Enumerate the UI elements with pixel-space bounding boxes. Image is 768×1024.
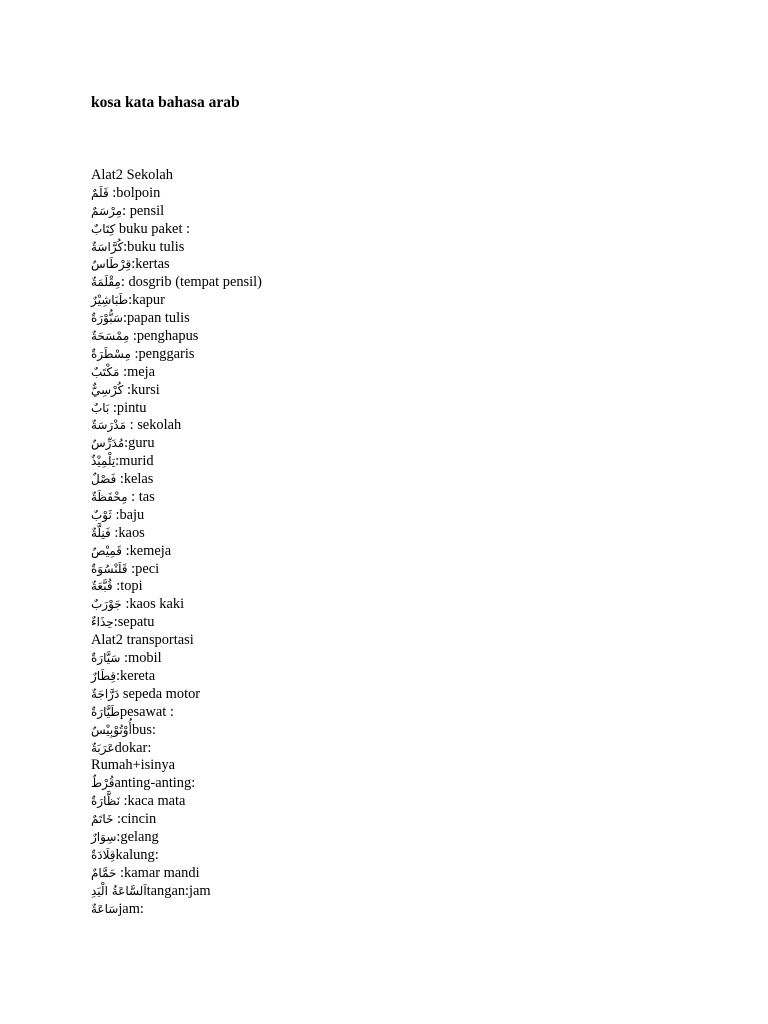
translation: :kelas	[116, 471, 154, 488]
translation: :mobil	[120, 650, 162, 667]
translation: :kursi	[123, 381, 160, 398]
arabic-word: مِسْطَرَةٌ	[91, 346, 131, 361]
vocab-entry	[91, 561, 751, 579]
document-title: kosa kata bahasa arab	[91, 94, 240, 111]
translation: bus:	[131, 721, 156, 738]
vocab-entry	[91, 614, 751, 632]
translation: :cincin	[113, 811, 157, 828]
translation: :peci	[127, 560, 160, 577]
vocab-entry	[91, 775, 751, 793]
vocab-entry	[91, 668, 751, 686]
translation: :kaos kaki	[121, 596, 185, 613]
vocabulary-list	[91, 167, 751, 918]
translation: :papan tulis	[122, 310, 190, 327]
translation: :kaca mata	[119, 793, 186, 810]
vocab-entry	[91, 543, 751, 561]
translation: :penggaris	[130, 345, 195, 362]
vocab-entry	[91, 274, 751, 292]
translation: : pensil	[122, 202, 165, 219]
translation: : dosgrib (tempat pensil)	[120, 274, 262, 291]
translation: :guru	[124, 435, 155, 452]
vocab-entry	[91, 489, 751, 507]
arabic-word: اَلسَّاعَةُ الْيَدِ	[91, 883, 147, 898]
vocab-entry	[91, 865, 751, 883]
arabic-word: حِذَاءٌ	[91, 615, 114, 630]
arabic-word: مَكْتَبٌ	[91, 364, 120, 379]
vocab-entry	[91, 417, 751, 435]
translation: :kaos	[110, 524, 145, 541]
vocab-entry	[91, 185, 751, 203]
vocab-entry	[91, 239, 751, 257]
translation: :gelang	[116, 828, 159, 845]
vocab-entry	[91, 507, 751, 525]
vocab-entry	[91, 596, 751, 614]
arabic-word: مِحْفَظَةٌ	[91, 490, 128, 505]
translation: :sepatu	[113, 614, 155, 631]
translation: :baju	[111, 506, 145, 523]
vocab-entry	[91, 346, 751, 364]
arabic-word: سَبُّوْرَةٌ	[91, 311, 123, 326]
section-heading: Alat2 Sekolah	[91, 167, 173, 183]
translation: pesawat :	[119, 703, 174, 720]
arabic-word: كُرْسِيٌّ	[91, 382, 124, 397]
vocab-entry	[91, 471, 751, 489]
arabic-word: طَبَاشِيْرٌ	[91, 293, 129, 308]
translation: dokar:	[114, 739, 152, 756]
translation: : tas	[127, 489, 155, 506]
translation: : sekolah	[126, 417, 182, 434]
arabic-word: قِلَادَةٌ	[91, 847, 116, 862]
arabic-word: حَمَّامٌ	[91, 865, 117, 880]
vocab-entry	[91, 435, 751, 453]
translation: :topi	[112, 578, 143, 595]
arabic-word: سَاعَةٌ	[91, 901, 119, 916]
arabic-word: مِمْسَحَةٌ	[91, 329, 130, 344]
translation: :kamar mandi	[116, 864, 200, 881]
vocab-entry	[91, 829, 751, 847]
vocab-entry	[91, 382, 751, 400]
vocab-entry	[91, 364, 751, 382]
translation: buku paket :	[115, 220, 191, 237]
vocab-entry	[91, 847, 751, 865]
vocab-entry	[91, 686, 751, 704]
arabic-word: دَرَّاجَةٌ	[91, 686, 120, 701]
vocab-entry	[91, 578, 751, 596]
arabic-word: قِطَارٌ	[91, 668, 117, 683]
translation: :kapur	[128, 292, 165, 309]
arabic-word: قُبَّعَةٌ	[91, 579, 113, 594]
section-heading: Alat2 transportasi	[91, 632, 194, 649]
arabic-word: عَرَبَةٌ	[91, 740, 115, 755]
vocab-entry	[91, 310, 751, 328]
translation: :murid	[115, 453, 154, 470]
vocab-entry	[91, 883, 751, 901]
arabic-word: مِرْسَمٌ	[91, 203, 123, 218]
arabic-word: قُرْطٌ	[91, 776, 115, 791]
vocab-entry	[91, 740, 751, 758]
vocab-entry	[91, 650, 751, 668]
arabic-word: كُرَّاسَةٌ	[91, 239, 124, 254]
arabic-word: قَلَمٌ	[91, 185, 109, 200]
vocab-entry	[91, 328, 751, 346]
translation: :buku tulis	[123, 238, 185, 255]
vocab-entry	[91, 722, 751, 740]
vocab-entry	[91, 525, 751, 543]
arabic-word: ثَوْبٌ	[91, 507, 112, 522]
arabic-word: جَوْرَبٌ	[91, 597, 122, 612]
vocab-entry	[91, 256, 751, 274]
translation: :kemeja	[122, 542, 172, 559]
vocab-entry	[91, 453, 751, 471]
arabic-word: مَدْرَسَةٌ	[91, 418, 127, 433]
arabic-word: فَنِلَّةٌ	[91, 525, 111, 540]
vocab-entry	[91, 292, 751, 310]
translation: kalung:	[115, 846, 159, 863]
document-page	[91, 92, 751, 918]
vocab-entry	[91, 400, 751, 418]
arabic-word: فَصْلٌ	[91, 472, 117, 487]
vocab-entry	[91, 901, 751, 919]
arabic-word: مُدَرِّسٌ	[91, 436, 125, 451]
translation: :kertas	[131, 256, 170, 273]
vocab-entry	[91, 811, 751, 829]
arabic-word: طَيَّارَةٌ	[91, 704, 120, 719]
section-heading: Rumah+isinya	[91, 757, 176, 774]
translation: :pintu	[109, 399, 147, 416]
arabic-word: خَاتَمٌ	[91, 812, 114, 827]
translation: :penghapus	[129, 328, 199, 345]
vocab-entry	[91, 203, 751, 221]
arabic-word: أُوْتُوْبِيْسٌ	[91, 722, 132, 737]
arabic-word: بَابٌ	[91, 400, 110, 415]
translation: jam:	[118, 900, 144, 917]
translation: anting-anting:	[114, 775, 196, 792]
arabic-word: سِوَارٌ	[91, 829, 117, 844]
translation: :bolpoin	[108, 184, 161, 201]
translation: sepeda motor	[119, 685, 201, 702]
vocab-entry	[91, 793, 751, 811]
arabic-word: كِتَابٌ	[91, 221, 116, 236]
arabic-word: قَمِيْصٌ	[91, 543, 122, 558]
translation: :kereta	[116, 667, 156, 684]
vocab-entry	[91, 221, 751, 239]
arabic-word: مِقْلَمَةٌ	[91, 275, 121, 290]
arabic-word: نَظَّارَةٌ	[91, 794, 120, 809]
arabic-word: تِلْمِيْذٌ	[91, 454, 116, 469]
arabic-word: سَيَّارَةٌ	[91, 651, 121, 666]
translation: :meja	[119, 363, 156, 380]
translation: tangan:jam	[146, 882, 211, 899]
vocab-entry	[91, 704, 751, 722]
arabic-word: قَلَنْسُوَةٌ	[91, 561, 128, 576]
arabic-word: قِرْطَاسٌ	[91, 257, 132, 272]
